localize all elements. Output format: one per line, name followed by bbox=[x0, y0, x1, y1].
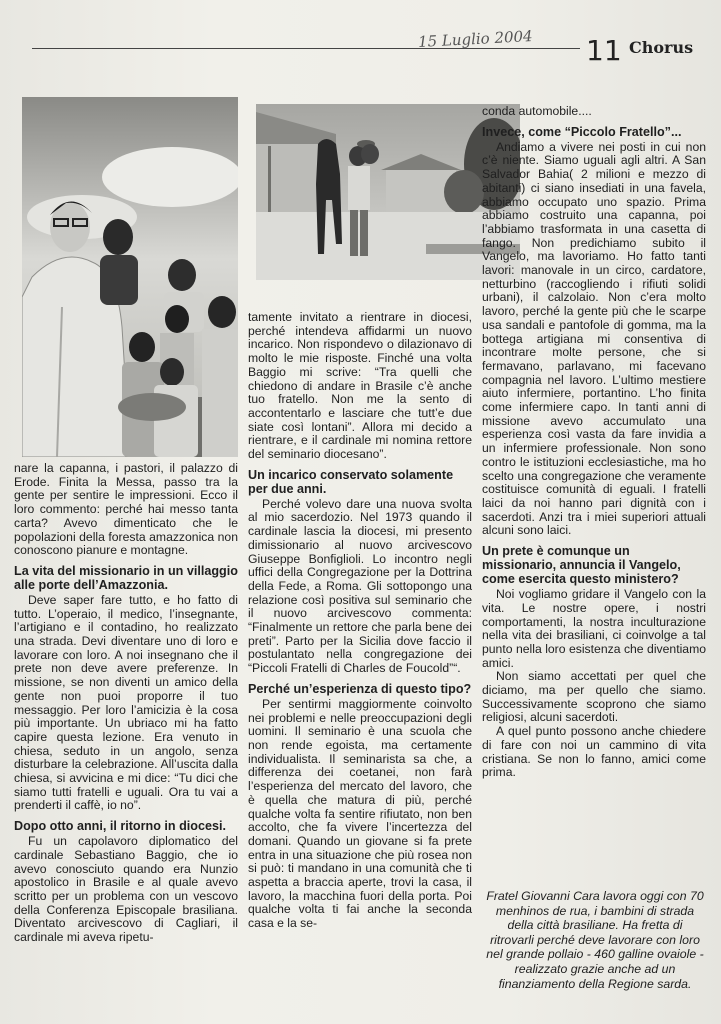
col1-subheading-village-life: La vita del missionario in un villaggio alle porte dell’Amazzonia. bbox=[14, 563, 238, 592]
col3-paragraph-little-brother: Andiamo a vivere nei posti in cui non c’è niente. Siamo uguali agli altri. A San Salvador Bahia( 2 milioni e mezzo di abitanti) ci siano insediati in una favela, abbiamo occupato uno spazio. Prima abbiamo costruito una capanna, poi l’abbiamo trasformata in una casetta di fango. Non predichiamo subito il Vangelo, ma lavoriamo. Ho fatto tanti lavori: manovale in un circo, cardatore, netturbino (raccogliendo i rifiuti solidi urbani), il calzolaio. Non c’era molto lavoro, perché la gente più che le scarpe usa sandali e pantofole di gomma, ma la bottega artigiana mi consentiva di incontrare molte persone, che si fermavano, parlavano, mi facevano compagnia nel lavoro. L’ultimo mestiere aiuto infermiere, portantino. L’ho finita come infermiere capo. In tanti anni di missione avevo accumulato una esperienza così vasta da fare invidia a un infermiere professionale. Non sono contro le istituzioni ecclesiastiche, ma ho scelto una congregazione che veramente costituisce comunità di eguali. I fratelli laici da noi hanno pari dignità con i sacerdoti. Anzi tra i miei superiori attuali alcuni sono laici. bbox=[482, 139, 706, 538]
page-number: 11 bbox=[586, 34, 622, 67]
men-with-horse-photo bbox=[256, 104, 520, 280]
col3-subheading-ministry: Un prete è comunque un missionario, annuncia il Vangelo, come esercita questo ministero? bbox=[482, 544, 681, 587]
missionary-with-children-photo bbox=[22, 97, 238, 457]
header-rule bbox=[32, 48, 580, 49]
publication-logo: Chorus bbox=[629, 38, 694, 57]
col2-subheading-assignment: Un incarico conservato solamente per due anni. bbox=[248, 467, 454, 496]
col2-paragraph-continued: tamente invitato a rientrare in diocesi, perché intendeva affidarmi un nuovo incarico. Non rispondevo o dilazionavo di molto le mie risposte. Finché una volta Baggio mi scrive: “Tra quelli che chiedono di andare in Brasile c’è anche tuo fratello. Non me la sento di accontentarlo e lasciare che tutt’e due siate così lontani”. Allora mi decido a rientrare, e il cardinale mi nomina rettore del seminario diocesano”. bbox=[248, 310, 472, 462]
article-column-3 bbox=[482, 105, 706, 780]
col1-paragraph-return: Fu un capolavoro diplomatico del cardinale Sebastiano Baggio, che io avevo conosciuto quando era Nunzio apostolico in Brasile e al quale avevo scritto per un problema con un vescovo della Conferenza Episcopale brasiliana. Diventato arcivescovo di Cagliari, il cardinale mi aveva ripetu- bbox=[14, 834, 238, 945]
handwritten-date: 15 Luglio 2004 bbox=[417, 27, 534, 51]
article-column-2 bbox=[248, 311, 472, 931]
col3-subheading-little-brother: Invece, come “Piccolo Fratello”... bbox=[482, 124, 682, 139]
col2-paragraph-why: Per sentirmi maggiormente coinvolto nei problemi e nelle preoccupazioni degli uomini. Il seminario è una scuola che non rende egoista, ma certamente individualista. Il seminarista sa che, a differenza dei coetanei, non farà l’esperienza del mercato del lavoro, che è quella che matura di più, perché qualche volta fa sentire rifiutato, non ben accolto, che fa vivere l’incertezza del domani. Quando un giovane si fa prete entra in una situazione che più rosea non si può: ti mandano in una comunità che ti aspetta a braccia aperte, trovi la casa, il lavoro, la macchina fuori della porta. Poi qualche volta ti fai anche la seconda casa e la se- bbox=[248, 696, 472, 931]
col2-paragraph-assignment: Perché volevo dare una nuova svolta al mio sacerdozio. Nel 1973 quando il cardinale lascia la diocesi, mi presento dimissionario al nuovo arcivescovo Giuseppe Bonfiglioli. Lo incontro negli uffici della Congregazione per la Dottrina della Fede, a Roma. Gli sottopongo una relazione così positiva sul seminario che il nuovo arcivescovo commenta: “Finalmente un rettore che parla bene dei preti”. Parto per la Sicilia dove faccio il postulantato nella congregazione dei “Piccoli Fratelli di Charles de Foucold”“. bbox=[248, 496, 472, 676]
col1-paragraph-village: Deve saper fare tutto, e ho fatto di tutto. L’operaio, il medico, l’insegnante, l’artigiano e il contadino, ho realizzato una strada. Devi diventare uno di loro e lavorare con loro. A noi insegnano che il prete non deve avere preferenze. In missione, se non diventi un amico della gente non puoi proporre il tuo messaggio. Per loro l’amicizia è la cosa più importante. Un ubriaco mi ha fatto capire questa lezione. Era venuto in chiesa, seduto in un angolo, senza disturbare la celebrazione. All’uscita dalla chiesa, si avvicina e mi dice: “Tu dici che siamo tutti fratelli e uguali. Ora tu vai a prenderti il caffè, io no”. bbox=[14, 592, 238, 813]
col2-subheading-why: Perché un’esperienza di questo tipo? bbox=[248, 681, 472, 696]
col1-paragraph-continued: nare la capanna, i pastori, il palazzo di Erode. Finita la Messa, passo tra la gente per sentire le impressioni. Ecco il loro commento: perché hai messo tanta carta? Avevo dimenticato che le popolazioni della foresta amazzonica non conoscono pianure e montagne. bbox=[14, 461, 238, 558]
photo-caption: Fratel Giovanni Cara lavora oggi con 70 menhinos de rua, i bambini di strada della città brasiliane. Ha fretta di ritrovarli perché deve lavorare con loro nel grande pollaio - 460 galline ovaiole - realizzato grazie anche ad un finanziamento della Regione sarda. bbox=[486, 889, 704, 991]
col3-paragraph-gospel: Noi vogliamo gridare il Vangelo con la vita. Le nostre opere, i nostri comportamenti, la nostra inculturazione nella vita dei brasiliani, ci coinvolge a tal punto nella loro esistenza che diventiamo amici. bbox=[482, 587, 706, 670]
col3-paragraph-christian-life: A quel punto possono anche chiedere di fare con noi un cammino di vita cristiana. Se non lo fanno, amici come prima. bbox=[482, 724, 706, 780]
col3-paragraph-accepted: Non siamo accettati per quel che diciamo, ma per quello che siamo. Successivamente scoprono che siamo religiosi, alcuni sacerdoti. bbox=[482, 669, 706, 725]
col3-paragraph-continued: conda automobile.... bbox=[482, 104, 592, 118]
article-column-1 bbox=[14, 462, 238, 945]
col1-subheading-return: Dopo otto anni, il ritorno in diocesi. bbox=[14, 819, 226, 834]
